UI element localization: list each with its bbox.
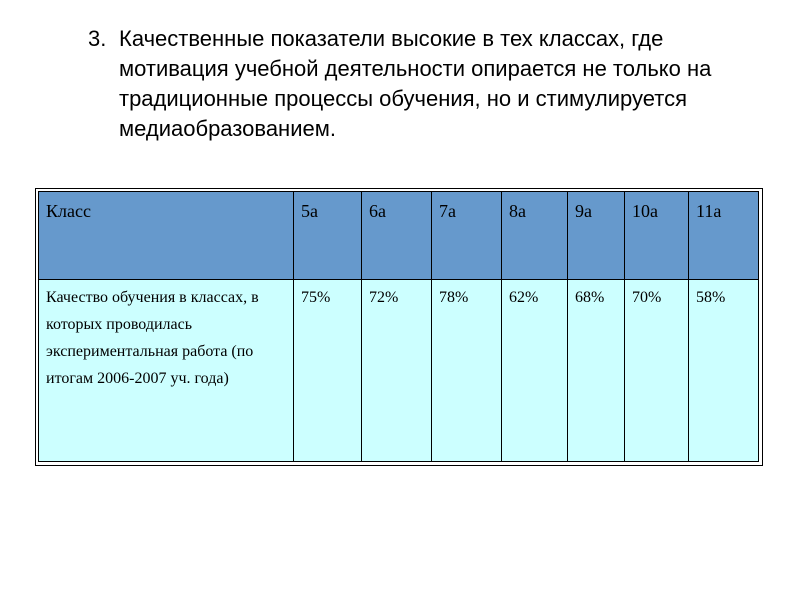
header-cell-7a: 7а [432, 192, 502, 280]
value-cell-7a: 78% [432, 280, 502, 462]
header-cell-10a: 10а [625, 192, 689, 280]
header-cell-class: Класс [39, 192, 294, 280]
header-cell-8a: 8а [502, 192, 568, 280]
value-cell-9a: 68% [568, 280, 625, 462]
quality-table [38, 191, 759, 462]
point-text: Качественные показатели высокие в тех классах, где мотивация учебной деятельности опирается не только на традиционные процессы обучения, но и стимулируется медиаобразованием. [119, 26, 712, 141]
value-cell-10a: 70% [625, 280, 689, 462]
value-cell-8a: 62% [502, 280, 568, 462]
row-label-cell: Качество обучения в классах, в которых проводилась экспериментальная работа (по итогам 2006-2007 уч. года) [39, 280, 294, 462]
value-cell-5a: 75% [294, 280, 362, 462]
table-header-row [39, 192, 759, 280]
header-cell-9a: 9а [568, 192, 625, 280]
header-cell-5a: 5а [294, 192, 362, 280]
header-cell-6a: 6а [362, 192, 432, 280]
table-row [39, 280, 759, 462]
header-cell-11a: 11а [689, 192, 759, 280]
value-cell-11a: 58% [689, 280, 759, 462]
point-3 [88, 24, 778, 144]
value-cell-6a: 72% [362, 280, 432, 462]
point-number: 3. [88, 26, 107, 51]
